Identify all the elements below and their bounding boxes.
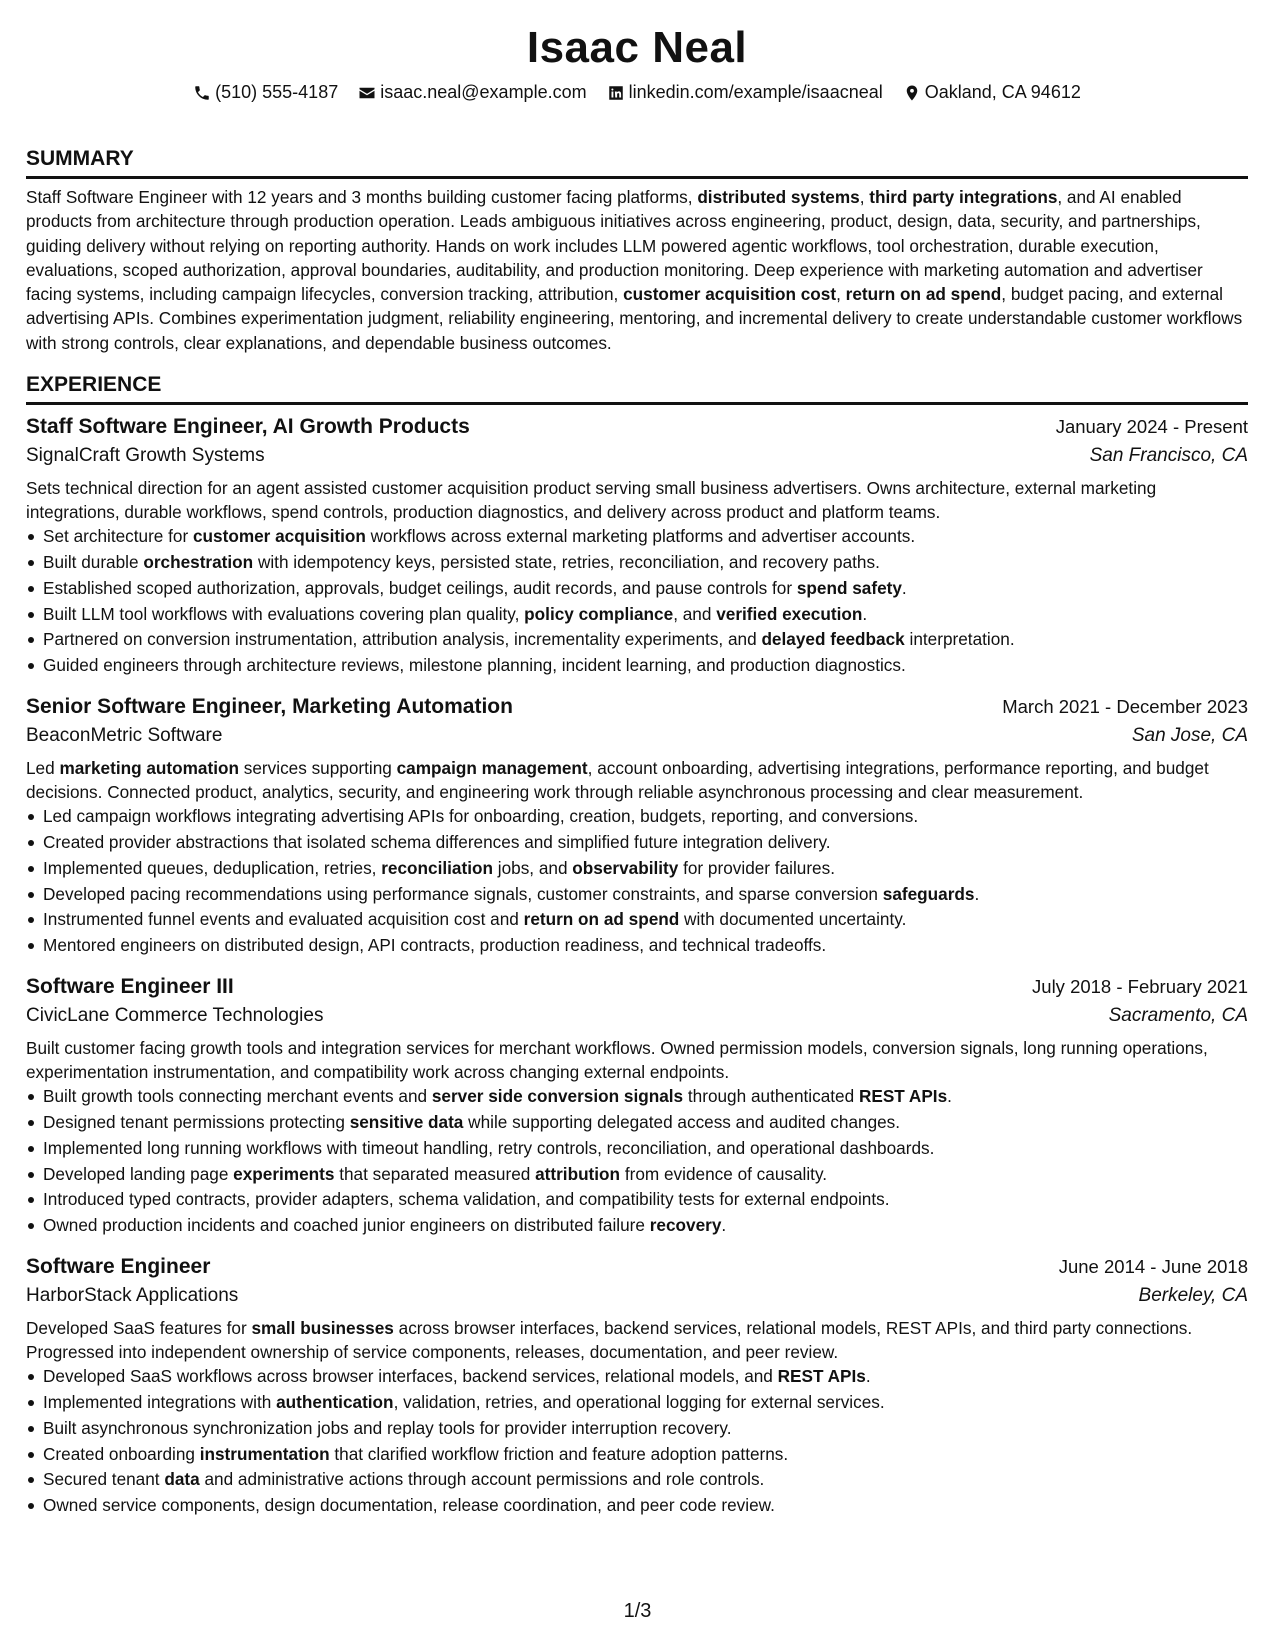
bold-text: reconciliation — [381, 857, 493, 878]
bullet-item — [26, 1110, 1248, 1136]
job-company: BeaconMetric Software — [26, 725, 223, 747]
bold-text: return on ad spend — [845, 284, 1002, 305]
job-company: CivicLane Commerce Technologies — [26, 1005, 324, 1027]
bullet-item — [26, 856, 1248, 882]
text-run: Led campaign workflows integrating advertising APIs for onboarding, creation, budgets, reporting, and conversions. — [43, 806, 919, 827]
text-run: Guided engineers through architecture reviews, milestone planning, incident learning, and production diagnostics. — [43, 655, 906, 676]
job-dates: July 2018 - February 2021 — [1032, 976, 1248, 998]
bold-text: spend safety — [796, 577, 902, 598]
bold-text: safeguards — [882, 883, 975, 904]
bullet-item — [26, 830, 1248, 856]
job-description — [26, 1037, 1248, 1084]
text-run: Created onboarding — [43, 1443, 200, 1464]
bullet-item — [26, 1390, 1248, 1416]
bold-text: customer acquisition — [192, 526, 366, 547]
experience-list — [26, 413, 1248, 1519]
text-run: , and AI enabled products from architecture through production operation. Leads ambiguous initiatives across engineering, product, design, data, security, and partnerships, guiding delivery without relying on reporting authority. Hands on work includes LLM powered agentic workflows, tool orchestration, durable execution, evaluations, scoped authorization, approval boundaries, auditability, and production monitoring. Deep experience with marketing automation and advertiser facing systems, including campaign lifecycles, conversion tracking, attribution, — [26, 187, 1203, 305]
bold-text: recovery — [649, 1215, 722, 1236]
bold-text: REST APIs — [777, 1366, 866, 1387]
bullet-item — [26, 907, 1248, 933]
job-header-row — [26, 1253, 1248, 1281]
job-description — [26, 1317, 1248, 1364]
summary-text — [26, 185, 1248, 355]
bold-text: third party integrations — [869, 187, 1058, 207]
bold-text: return on ad spend — [523, 909, 680, 930]
job-bullets — [26, 804, 1248, 959]
text-run: , validation, retries, and operational logging for external services. — [393, 1391, 885, 1412]
text-run: . — [901, 577, 907, 598]
bold-text: orchestration — [143, 552, 254, 573]
bullet-item — [26, 1187, 1248, 1213]
text-run: that separated measured — [334, 1163, 536, 1184]
bullet-item — [26, 1467, 1248, 1493]
job-entry — [26, 973, 1248, 1239]
text-run: Built asynchronous synchronization jobs and replay tools for provider interruption recovery. — [43, 1417, 732, 1438]
text-run: Implemented integrations with — [43, 1391, 277, 1412]
bold-text: data — [164, 1469, 200, 1490]
bullet-item — [26, 1136, 1248, 1162]
job-location: San Jose, CA — [1131, 725, 1248, 747]
email-text[interactable]: isaac.neal@example.com — [380, 82, 587, 102]
job-company-row — [26, 1001, 1248, 1031]
job-bullets — [26, 1084, 1248, 1239]
page-number: 1/3 — [623, 1600, 652, 1622]
resume-page — [26, 0, 1248, 1519]
bullet-item — [26, 1416, 1248, 1442]
bullet-item — [26, 627, 1248, 653]
text-run: , — [836, 284, 846, 305]
text-run: that clarified workflow friction and feature adoption patterns. — [329, 1443, 789, 1464]
bullet-item — [26, 804, 1248, 830]
linkedin-icon — [607, 84, 625, 102]
text-run: , — [859, 187, 870, 207]
text-run: with documented uncertainty. — [679, 909, 907, 930]
bold-text: server side conversion signals — [431, 1086, 684, 1107]
text-run: . — [721, 1215, 727, 1236]
text-run: Built growth tools connecting merchant events and — [43, 1086, 432, 1107]
bullet-item — [26, 653, 1248, 679]
bold-text: delayed feedback — [761, 629, 905, 650]
text-run: for provider failures. — [678, 857, 835, 878]
text-run: Sets technical direction for an agent assisted customer acquisition product serving small business advertisers. Owns architecture, external marketing integrations, durable workflows, spend controls, production diagnostics, and delivery across product and platform teams. — [26, 478, 1157, 522]
text-run: . — [862, 603, 868, 624]
text-run: Developed pacing recommendations using performance signals, customer constraints, and sparse conversion — [43, 883, 883, 904]
job-location: San Francisco, CA — [1089, 445, 1248, 467]
contact-location — [903, 82, 1081, 103]
job-title: Software Engineer — [26, 1254, 211, 1278]
bullet-item — [26, 1442, 1248, 1468]
text-run: workflows across external marketing platforms and advertiser accounts. — [365, 526, 916, 547]
text-run: , and — [673, 603, 717, 624]
job-company: HarborStack Applications — [26, 1284, 239, 1306]
bold-text: experiments — [233, 1163, 335, 1184]
job-header-row — [26, 693, 1248, 721]
text-run: Designed tenant permissions protecting — [43, 1112, 350, 1132]
text-run: , account onboarding, advertising integrations, performance reporting, and budget decisions. Connected product, analytics, security, and engineering work through reliable asynchronous processing and clear measurement. — [26, 758, 1209, 802]
bold-text: REST APIs — [858, 1086, 948, 1107]
envelope-icon — [358, 84, 376, 102]
text-run: Set architecture for — [43, 526, 193, 547]
job-title: Software Engineer III — [26, 975, 234, 999]
job-entry — [26, 1253, 1248, 1519]
job-location: Berkeley, CA — [1138, 1284, 1248, 1306]
linkedin-text[interactable]: linkedin.com/example/isaacneal — [628, 82, 883, 102]
contact-email[interactable] — [358, 82, 586, 103]
bullet-item — [26, 882, 1248, 908]
bullet-item — [26, 1162, 1248, 1188]
experience-heading: EXPERIENCE — [26, 371, 1248, 405]
text-run: Staff Software Engineer with 12 years and 3 months building customer facing platforms, — [26, 187, 698, 207]
job-title: Senior Software Engineer, Marketing Automation — [26, 695, 513, 719]
text-run: Developed SaaS features for — [26, 1317, 252, 1338]
job-title: Staff Software Engineer, AI Growth Products — [26, 415, 470, 439]
job-entry — [26, 413, 1248, 679]
job-description — [26, 477, 1248, 524]
text-run: Built customer facing growth tools and integration services for merchant workflows. Owned permission models, conversion signals, long running operations, experimentation instrumentation, and compatibility work across changing external endpoints. — [26, 1038, 1208, 1082]
text-run: Implemented long running workflows with timeout handling, retry controls, reconciliation, and operational dashboards. — [43, 1137, 935, 1158]
text-run: Implemented queues, deduplication, retries, — [43, 857, 382, 878]
text-run: Developed landing page — [43, 1163, 234, 1184]
bullet-item — [26, 1213, 1248, 1239]
contact-phone — [193, 82, 338, 103]
bullet-item — [26, 1364, 1248, 1390]
bullet-item — [26, 933, 1248, 959]
bullet-item — [26, 550, 1248, 576]
bold-text: sensitive data — [349, 1112, 464, 1132]
bold-text: observability — [572, 857, 679, 878]
text-run: with idempotency keys, persisted state, retries, reconciliation, and recovery paths. — [253, 552, 880, 573]
bold-text: policy compliance — [524, 603, 674, 624]
text-run: Instrumented funnel events and evaluated acquisition cost and — [43, 909, 524, 930]
text-run: through authenticated — [683, 1086, 859, 1107]
text-run: Created provider abstractions that isolated schema differences and simplified future integration delivery. — [43, 832, 831, 853]
text-run: Built LLM tool workflows with evaluations covering plan quality, — [43, 603, 525, 624]
bold-text: small businesses — [251, 1317, 394, 1338]
text-run: Owned service components, design documentation, release coordination, and peer code review. — [43, 1495, 775, 1516]
bullet-item — [26, 576, 1248, 602]
text-run: Built durable — [43, 552, 144, 573]
text-run: Developed SaaS workflows across browser interfaces, backend services, relational models, and — [43, 1366, 778, 1387]
text-run: Led — [26, 758, 60, 779]
text-run: Established scoped authorization, approvals, budget ceilings, audit records, and pause controls for — [43, 577, 797, 598]
text-run: . — [947, 1086, 952, 1107]
text-run: Partnered on conversion instrumentation, attribution analysis, incrementality experiments, and — [43, 629, 762, 650]
bold-text: campaign management — [396, 758, 588, 779]
job-company-row — [26, 721, 1248, 751]
bullet-item — [26, 1493, 1248, 1519]
bold-text: authentication — [276, 1391, 394, 1412]
job-company-row — [26, 441, 1248, 471]
job-header-row — [26, 973, 1248, 1001]
job-company: SignalCraft Growth Systems — [26, 445, 265, 467]
bold-text: customer acquisition cost — [623, 284, 837, 305]
job-dates: June 2014 - June 2018 — [1058, 1255, 1248, 1277]
phone-icon — [193, 84, 211, 102]
bullet-item — [26, 524, 1248, 550]
summary-heading: SUMMARY — [26, 145, 1248, 179]
job-entry — [26, 693, 1248, 959]
text-run: . — [865, 1366, 871, 1387]
text-run: . — [974, 883, 980, 904]
candidate-name: Isaac Neal — [526, 23, 748, 72]
job-bullets — [26, 524, 1248, 679]
text-run: from evidence of causality. — [620, 1163, 828, 1184]
job-location: Sacramento, CA — [1108, 1005, 1248, 1027]
bold-text: marketing automation — [59, 758, 239, 779]
text-run: while supporting delegated access and audited changes. — [463, 1112, 901, 1132]
phone-text: (510) 555-4187 — [215, 82, 339, 102]
contact-linkedin[interactable] — [607, 82, 883, 103]
job-dates: January 2024 - Present — [1055, 416, 1248, 438]
bold-text: instrumentation — [199, 1443, 330, 1464]
text-run: across browser interfaces, backend services, relational models, REST APIs, and third party connections. Progressed into independent ownership of service components, releases, documentation, and peer review. — [26, 1317, 1193, 1362]
text-run: Owned production incidents and coached junior engineers on distributed failure — [43, 1215, 650, 1236]
job-bullets — [26, 1364, 1248, 1519]
text-run: , budget pacing, and external advertising APIs. Combines experimentation judgment, reliability engineering, mentoring, and incremental delivery to create understandable customer workflows with strong controls, clear explanations, and dependable business outcomes. — [26, 284, 1243, 353]
text-run: interpretation. — [904, 629, 1015, 650]
text-run: Introduced typed contracts, provider adapters, schema validation, and compatibility tests for external endpoints. — [43, 1189, 890, 1210]
text-run: Mentored engineers on distributed design, API contracts, production readiness, and technical tradeoffs. — [43, 935, 827, 956]
bullet-item — [26, 602, 1248, 628]
text-run: services supporting — [239, 758, 397, 779]
job-dates: March 2021 - December 2023 — [1002, 696, 1248, 718]
job-header-row — [26, 413, 1248, 441]
map-pin-icon — [903, 84, 921, 102]
bullet-item — [26, 1084, 1248, 1110]
contact-bar — [26, 82, 1248, 103]
text-run: jobs, and — [492, 857, 573, 878]
location-text: Oakland, CA 94612 — [924, 82, 1081, 102]
bold-text: distributed systems — [697, 187, 860, 207]
text-run: and administrative actions through account permissions and role controls. — [199, 1469, 765, 1490]
text-run: Secured tenant — [43, 1469, 165, 1490]
bold-text: verified execution — [716, 603, 863, 624]
job-description — [26, 757, 1248, 804]
job-company-row — [26, 1281, 1248, 1311]
bold-text: attribution — [535, 1163, 621, 1184]
